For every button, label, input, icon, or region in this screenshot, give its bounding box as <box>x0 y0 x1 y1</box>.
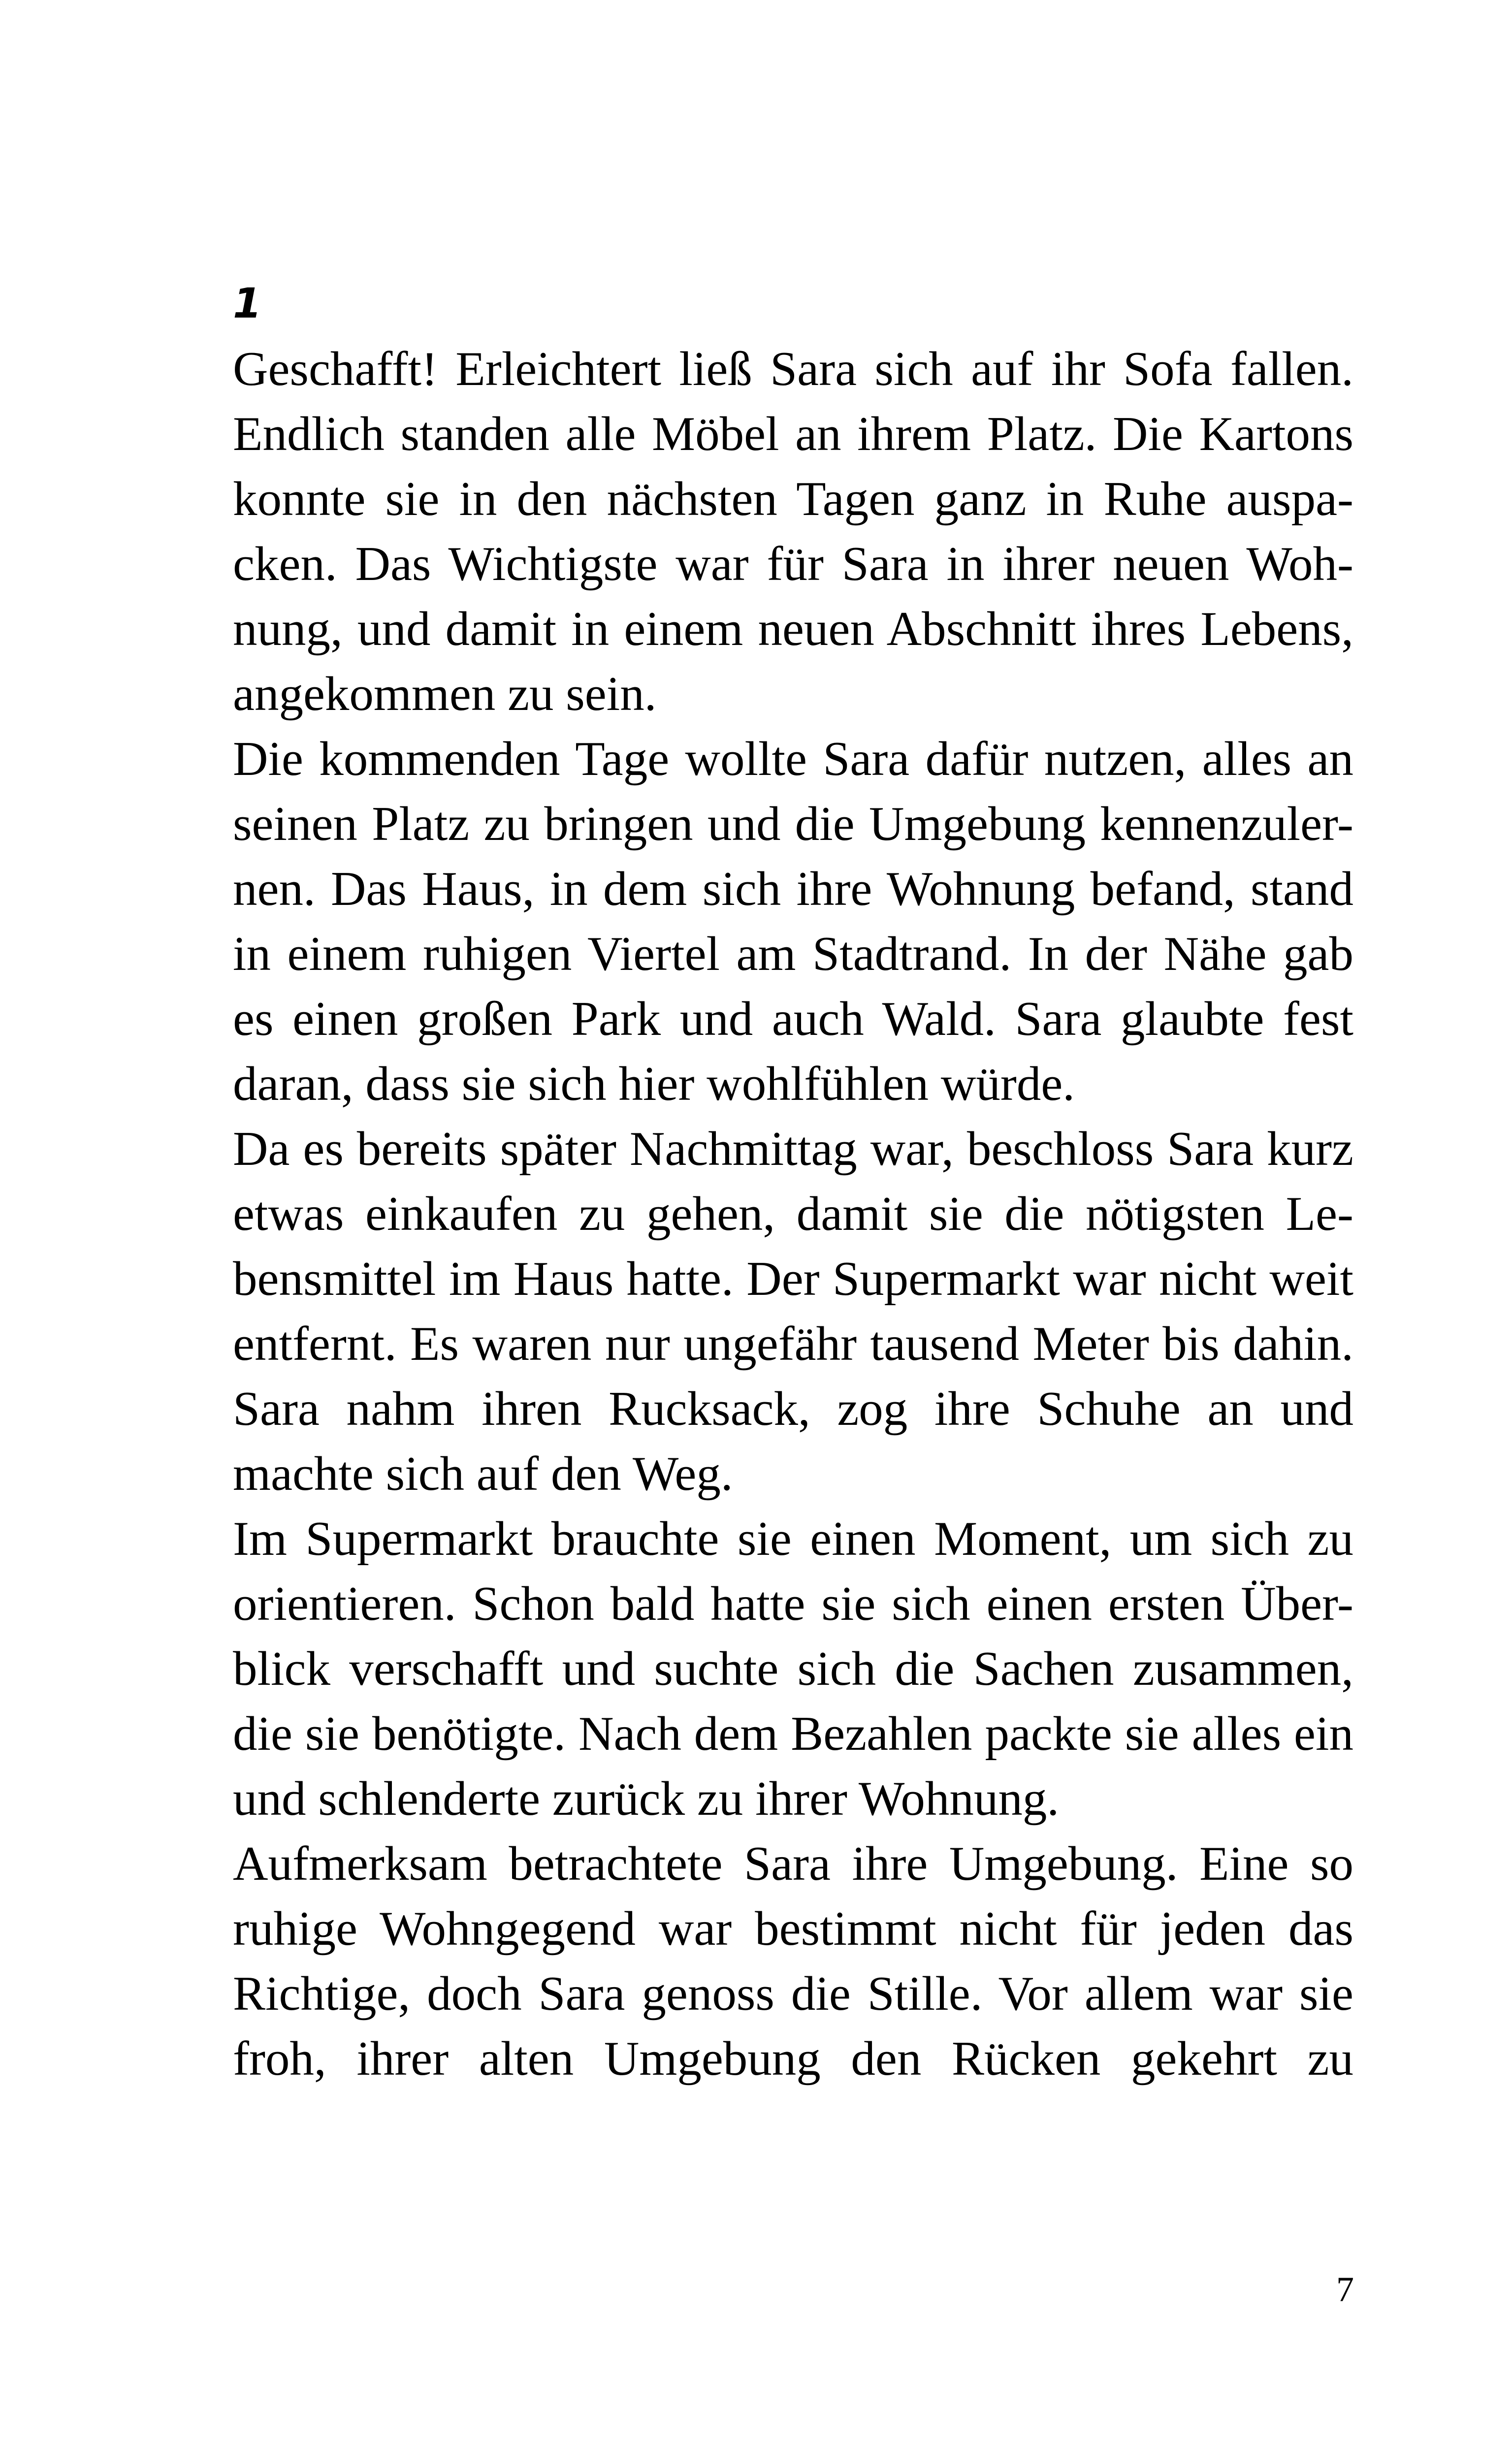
text-line: konnte sie in den nächsten Tagen ganz in Ruhe auspa- <box>233 472 1353 526</box>
text-line: Sara nahm ihren Rucksack, zog ihre Schuhe an und <box>233 1382 1353 1436</box>
text-line: machte sich auf den Weg. <box>233 1447 733 1501</box>
text-line: cken. Das Wichtigste war für Sara in ihrer neuen Woh- <box>233 537 1353 591</box>
paragraph <box>233 727 1353 1117</box>
paragraph <box>233 1507 1353 1832</box>
text-line: Geschafft! Erleichtert ließ Sara sich auf ihr Sofa fallen. <box>233 342 1353 396</box>
chapter-number: 1 <box>233 279 262 327</box>
text-line: blick verschafft und suchte sich die Sachen zusammen, <box>233 1642 1353 1696</box>
paragraph <box>233 1832 1353 2091</box>
paragraph <box>233 1117 1353 1507</box>
text-line: es einen großen Park und auch Wald. Sara glaubte fest <box>233 992 1353 1046</box>
text-line: orientieren. Schon bald hatte sie sich einen ersten Über- <box>233 1577 1353 1631</box>
text-line: ruhige Wohngegend war bestimmt nicht für jeden das <box>233 1902 1353 1956</box>
text-line: angekommen zu sein. <box>233 667 657 721</box>
text-line: nen. Das Haus, in dem sich ihre Wohnung befand, stand <box>233 862 1353 916</box>
text-line: die sie benötigte. Nach dem Bezahlen packte sie alles ein <box>233 1707 1353 1761</box>
text-line: Richtige, doch Sara genoss die Stille. Vor allem war sie <box>233 1967 1353 2021</box>
text-line: Aufmerksam betrachtete Sara ihre Umgebung. Eine so <box>233 1837 1353 1891</box>
text-line: seinen Platz zu bringen und die Umgebung kennenzuler- <box>233 797 1353 851</box>
chapter-text <box>233 337 1353 2091</box>
text-line: und schlenderte zurück zu ihrer Wohnung. <box>233 1772 1060 1826</box>
paragraph <box>233 337 1353 727</box>
text-line: Im Supermarkt brauchte sie einen Moment, um sich zu <box>233 1512 1353 1566</box>
text-line: bensmittel im Haus hatte. Der Supermarkt war nicht weit <box>233 1252 1353 1306</box>
text-line: Die kommenden Tage wollte Sara dafür nutzen, alles an <box>233 732 1353 786</box>
text-line: Endlich standen alle Möbel an ihrem Platz. Die Kartons <box>233 407 1353 461</box>
text-line: entfernt. Es waren nur ungefähr tausend Meter bis dahin. <box>233 1317 1353 1371</box>
page-number: 7 <box>1336 2270 1354 2309</box>
text-line: in einem ruhigen Viertel am Stadtrand. In der Nähe gab <box>233 927 1353 981</box>
text-line: Da es bereits später Nachmittag war, beschloss Sara kurz <box>233 1122 1353 1176</box>
text-line: nung, und damit in einem neuen Abschnitt ihres Lebens, <box>233 602 1353 656</box>
text-line: etwas einkaufen zu gehen, damit sie die nötigsten Le- <box>233 1187 1353 1241</box>
text-line: froh, ihrer alten Umgebung den Rücken gekehrt zu <box>233 2032 1353 2086</box>
text-line: daran, dass sie sich hier wohlfühlen würde. <box>233 1057 1075 1111</box>
